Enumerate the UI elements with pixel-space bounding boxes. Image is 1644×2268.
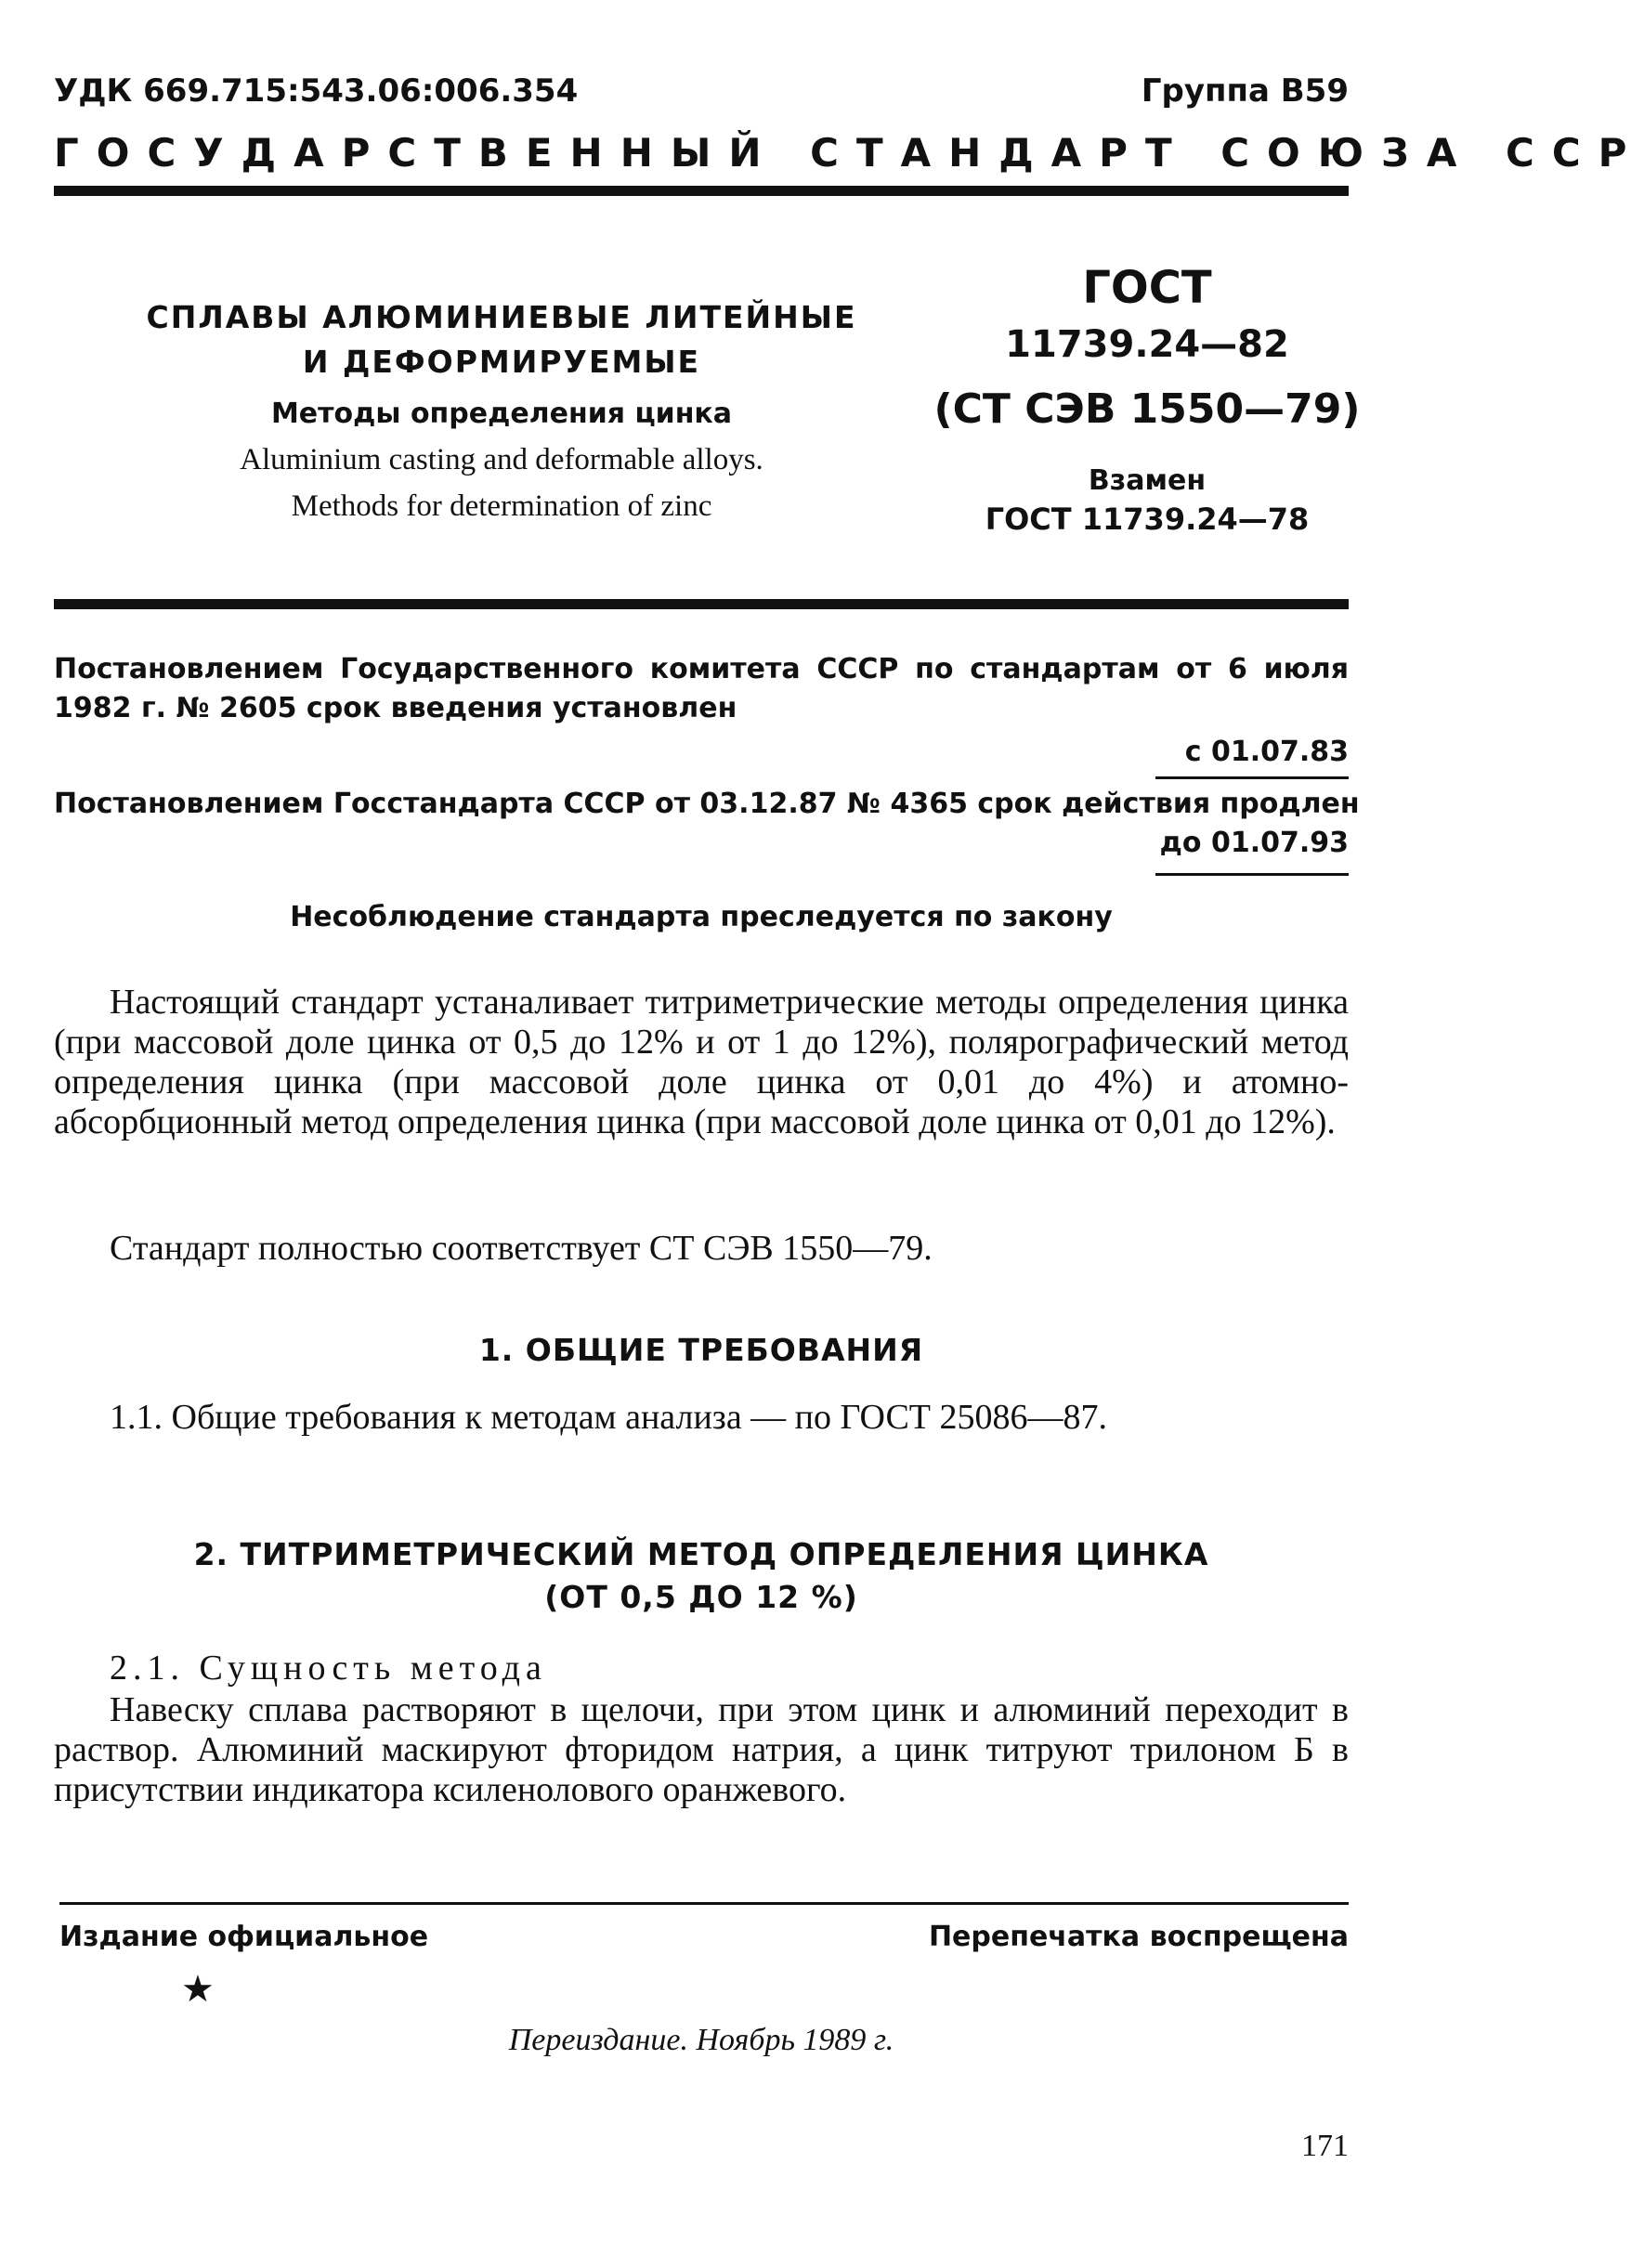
title-block xyxy=(121,295,882,523)
intro-paragraph: Настоящий стандарт устаналивает титриметрические методы определения цинка (при массовой доле цинка от 0,5 до 12% и от 1 до 12%), полярографический метод определения цинка (при массовой доле цинка от 0,01 до 4%) и атомно-абсорбционный метод определения цинка (при массовой доле цинка от 0,01 до 12%). xyxy=(54,983,1349,1141)
replaced-gost: ГОСТ 11739.24—78 xyxy=(985,502,1310,537)
section-2-heading-line-2: (ОТ 0,5 ДО 12 %) xyxy=(544,1579,858,1615)
footer-rule xyxy=(59,1902,1349,1905)
decree-first: Постановлением Государственного комитета СССР по стандартам от 6 июля 1982 г. № 2605 срок введения установлен xyxy=(54,653,1349,724)
english-title-line-1: Aluminium casting and deformable alloys. xyxy=(240,443,763,476)
legal-notice: Несоблюдение стандарта преследуется по закону xyxy=(290,901,1113,933)
decree-second-rule xyxy=(1155,873,1349,876)
decree-second: Постановлением Госстандарта СССР от 03.12.87 № 4365 срок действия продлен xyxy=(54,788,1360,820)
section-1-paragraph: 1.1. Общие требования к методам анализа — по ГОСТ 25086—87. xyxy=(110,1398,1108,1437)
decree-second-date: до 01.07.93 xyxy=(1159,827,1349,859)
gost-number: 11739.24—82 xyxy=(1005,323,1289,366)
section-2-heading-line-1: 2. ТИТРИМЕТРИЧЕСКИЙ МЕТОД ОПРЕДЕЛЕНИЯ ЦИНКА xyxy=(193,1536,1209,1572)
title-line-2: И ДЕФОРМИРУЕМЫЕ xyxy=(302,344,701,380)
conformity-paragraph: Стандарт полностью соответствует СТ СЭВ 1550—79. xyxy=(110,1229,933,1268)
page-number: 171 xyxy=(1301,2129,1349,2163)
header-rule xyxy=(54,186,1349,196)
state-standard-banner: ГОСУДАРСТВЕННЫЙ СТАНДАРТ СОЮЗА ССР xyxy=(54,130,1644,176)
reprint-prohibited: Перепечатка воспрещена xyxy=(928,1921,1349,1953)
english-title-line-2: Methods for determination of zinc xyxy=(291,489,712,523)
gost-block xyxy=(929,258,1365,539)
section-2-1-heading: 2.1. Сущность метода xyxy=(110,1649,547,1688)
section-1-heading: 1. ОБЩИЕ ТРЕБОВАНИЯ xyxy=(478,1332,924,1368)
reissue-note: Переиздание. Ноябрь 1989 г. xyxy=(508,2023,894,2057)
title-line-1: СПЛАВЫ АЛЮМИНИЕВЫЕ ЛИТЕЙНЫЕ xyxy=(146,299,857,335)
replaces-label: Взамен xyxy=(1088,464,1207,497)
section-2-1-paragraph: Навеску сплава растворяют в щелочи, при этом цинк и алюминий переходит в раствор. Алюминий маскируют фторидом натрия, а цинк титруют трилоном Б в присутствии индикатора ксиленолового оранжевого. xyxy=(54,1690,1349,1809)
group-code: Группа В59 xyxy=(1141,72,1349,110)
gost-label: ГОСТ xyxy=(1082,262,1212,314)
decree-first-rule xyxy=(1155,776,1349,779)
official-edition: Издание официальное xyxy=(59,1921,429,1953)
udk-code: УДК 669.715:543.06:006.354 xyxy=(54,72,579,110)
st-sev-number: (СТ СЭВ 1550—79) xyxy=(933,385,1361,433)
title-rule xyxy=(54,599,1349,609)
decree-first-date: с 01.07.83 xyxy=(1184,736,1349,768)
star-icon: ★ xyxy=(181,1968,215,2010)
subtitle: Методы определения цинка xyxy=(270,398,733,430)
